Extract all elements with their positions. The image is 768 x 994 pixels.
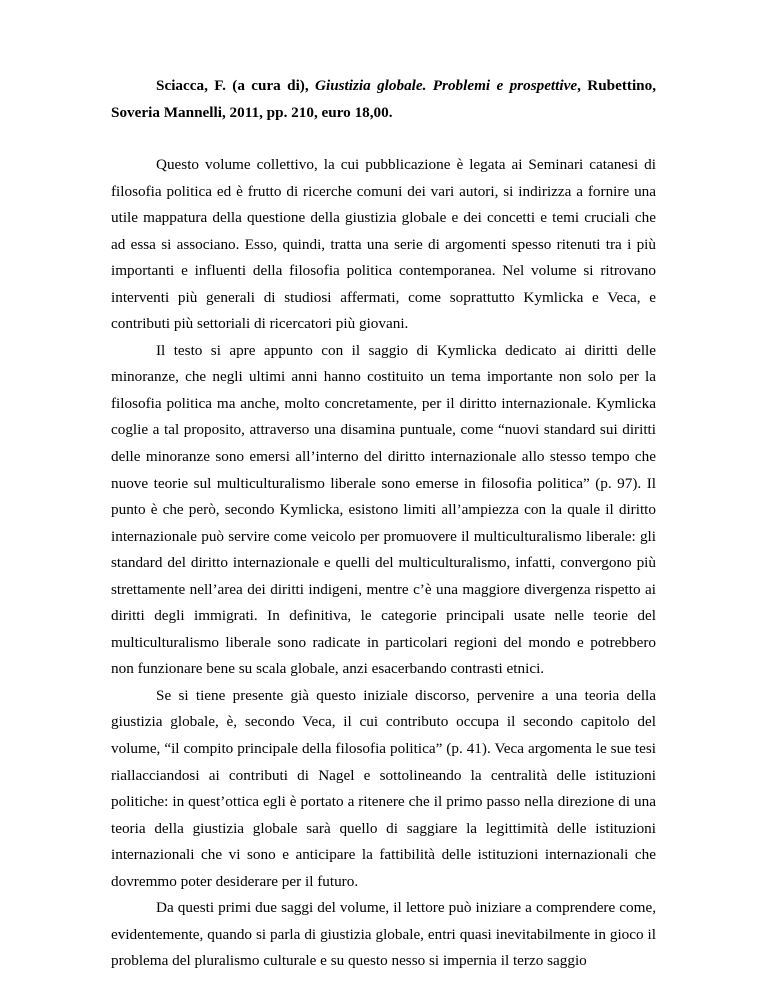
paragraph-intro: Questo volume collettivo, la cui pubblicazione è legata ai Seminari catanesi di filosofia politica ed è frutto di ricerche comuni dei vari autori, si indirizza a fornire una utile mappatura della questione della giustizia globale e dei concetti e temi cruciali che ad essa si associano. Esso, quindi, tratta una serie di argomenti spesso ritenuti tra i più importanti e influenti della filosofia politica contemporanea. Nel volume si ritrovano interventi più generali di studiosi affermati, come soprattutto Kymlicka e Veca, e contributi più settoriali di ricercatori più giovani. [111, 156, 656, 333]
book-citation [111, 72, 656, 126]
citation-author: Sciacca, F. (a cura di), [156, 77, 316, 94]
paragraph-pluralism: Da questi primi due saggi del volume, il lettore può iniziare a comprendere come, evidentemente, quando si parla di giustizia globale, entri quasi inevitabilmente in gioco il problema del pluralismo culturale e su questo nesso si impernia il terzo saggio [111, 899, 656, 970]
paragraph-kymlicka: Il testo si apre appunto con il saggio di Kymlicka dedicato ai diritti delle minoranze, che negli ultimi anni hanno costituito un tema importante non solo per la filosofia politica ma anche, molto concretamente, per il diritto internazionale. Kymlicka coglie a tal proposito, attraverso una disamina puntuale, come “nuovi standard sui diritti delle minoranze sono emersi all’interno del diritto internazionale allo stesso tempo che nuove teorie sul multiculturalismo liberale sono emerse in filosofia politica” (p. 97). Il punto è che però, secondo Kymlicka, esistono limiti all’ampiezza con la quale il diritto internazionale può servire come veicolo per promuovere il multiculturalismo liberale: gli standard del diritto internazionale e quelli del multiculturalismo, infatti, convergono più strettamente nell’area dei diritti indigeni, mentre c’è una maggiore divergenza rispetto ai diritti degli immigrati. In definitiva, le categorie principali usate nelle teorie del multiculturalismo liberale sono radicate in particolari regioni del mondo e potrebbero non funzionare bene su scala globale, anzi esacerbando contrasti etnici. [111, 341, 656, 678]
citation-title: Giustizia globale. Problemi e prospettive [315, 77, 578, 94]
paragraph-veca: Se si tiene presente già questo iniziale discorso, pervenire a una teoria della giustizia globale, è, secondo Veca, il cui contributo occupa il secondo capitolo del volume, “il compito principale della filosofia politica” (p. 41). Veca argomenta le sue tesi riallacciandosi ai contributi di Nagel e sottolineando la centralità delle istituzioni politiche: in quest’ottica egli è portato a ritenere che il primo passo nella direzione di una teoria della giustizia globale sarà quello di saggiare la legittimità delle istituzioni internazionali che vi sono e anticipare la fattibilità delle istituzioni internazionali che dovremmo poter desiderare per il futuro. [111, 686, 656, 890]
citation-details: , Rubettino, Soveria Mannelli, 2011, pp. 210, euro 18,00. [111, 77, 657, 121]
